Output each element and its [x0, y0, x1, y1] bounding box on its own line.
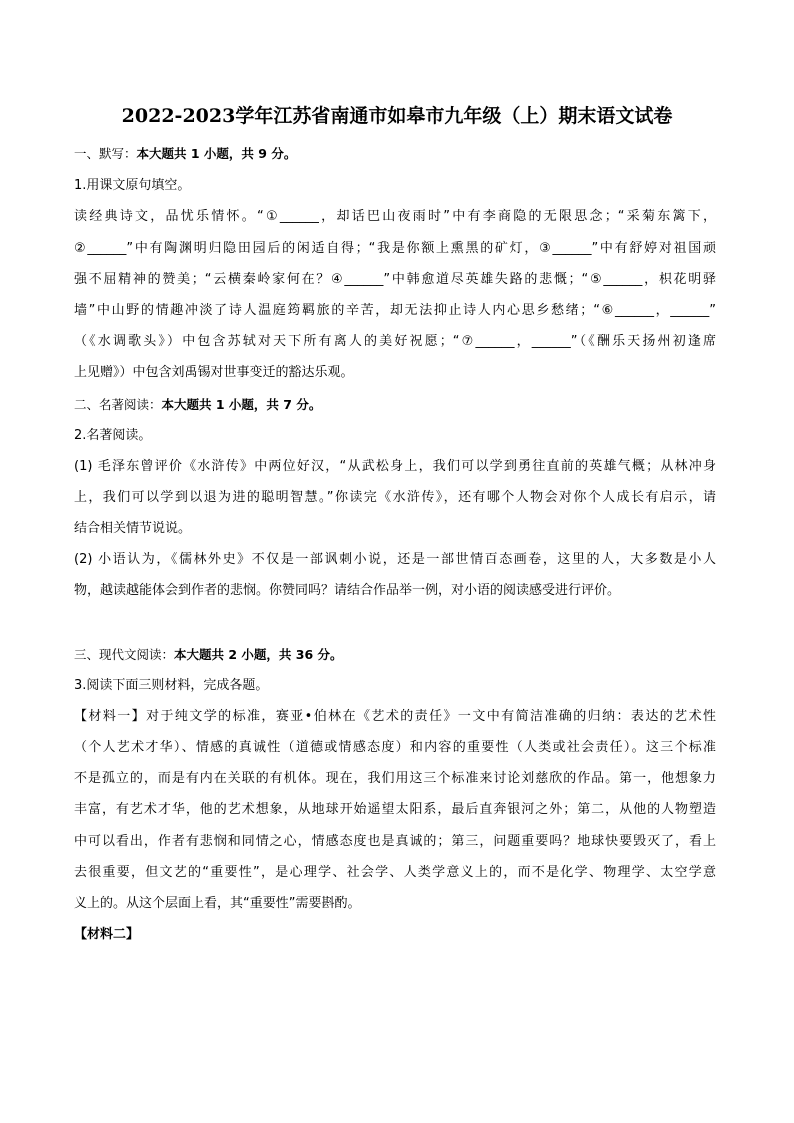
section-2-heading [74, 396, 321, 414]
section-1-heading [74, 145, 296, 163]
question-3-prompt: 3.阅读下面三则材料，完成各题。 [74, 678, 269, 693]
exam-title: 2022-2023学年江苏省南通市如皋市九年级（上）期末语文试卷 [121, 105, 673, 127]
question-1-line: ②______”中有陶渊明归隐田园后的闲适自得；“我是你额上熏黑的矿灯，③______”中有舒婷对祖国顽 [74, 241, 716, 256]
section-3-heading [74, 646, 343, 664]
question-2-line: (2) 小语认为，《儒林外史》不仅是一部讽刺小说，还是一部世情百态画卷，这里的人，大多数是小人 [74, 552, 716, 567]
material-1-line: （个人艺术才华）、情感的真诚性（道德或情感态度）和内容的重要性（人类或社会责任）。这三个标准 [74, 740, 716, 755]
question-1-line: 墙”中山野的情趣冲淡了诗人温庭筠羁旅的辛苦，却无法抑止诗人内心思乡愁绪；“⑥______，______” [74, 303, 716, 318]
material-1-line: 去很重要，但文艺的“重要性”，是心理学、社会学、人类学意义上的，而不是化学、物理学、太空学意 [74, 865, 716, 880]
question-1-line: 强不屈精神的赞美；“云横秦岭家何在？④______”中韩愈道尽英雄失路的悲慨；“⑤______，枳花明驿 [74, 272, 716, 287]
material-1-line: 义上的。从这个层面上看，其“重要性”需要斟酌。 [74, 896, 361, 911]
question-2-line: (1) 毛泽东曾评价《水浒传》中两位好汉，“从武松身上，我们可以学到勇往直前的英雄气概；从林冲身 [74, 459, 716, 474]
section-2-info: 本大题共 1 小题，共 7 分。 [161, 397, 322, 412]
section-3-info: 本大题共 2 小题，共 36 分。 [174, 647, 343, 662]
question-2-line: 上，我们可以学到以退为进的聪明智慧。”你读完《水浒传》，还有哪个人物会对你个人成长有启示，请 [74, 490, 716, 505]
question-2-line: 结合相关情节说说。 [74, 521, 192, 536]
question-1-line: 读经典诗文，品忧乐情怀。“①______，却话巴山夜雨时”中有李商隐的无限思念；“采菊东篱下， [74, 209, 716, 224]
question-1-prompt: 1.用课文原句填空。 [74, 178, 191, 193]
section-3-prefix: 三、现代文阅读： [74, 647, 175, 662]
material-1-line: 【材料一】对于纯文学的标准，赛亚•伯林在《艺术的责任》一文中有简洁准确的归纳：表达的艺术性 [74, 709, 716, 724]
material-2-label: 【材料二】 [74, 927, 140, 942]
question-2-line: 物，越读越能体会到作者的悲悯。你赞同吗？请结合作品举一例，对小语的阅读感受进行评价。 [74, 583, 621, 598]
material-1-line: 中可以看出，作者有悲悯和同情之心，情感态度也是真诚的；第三，问题重要吗？地球快要毁灭了，看上 [74, 834, 716, 849]
question-1-line: （《水调歌头》）中包含苏轼对天下所有离人的美好祝愿；“⑦______，______”（《酬乐天扬州初逢席 [74, 334, 716, 349]
question-2-prompt: 2.名著阅读。 [74, 428, 152, 443]
section-1-info: 本大题共 1 小题，共 9 分。 [136, 146, 297, 161]
section-1-prefix: 一、默写： [74, 146, 137, 161]
material-1-line: 不是孤立的，而是有内在关联的有机体。现在，我们用这三个标准来讨论刘慈欣的作品。第一，他想象力 [74, 771, 716, 786]
question-1-line: 上见赠》）中包含刘禹锡对世事变迁的豁达乐观。 [74, 365, 354, 380]
material-1-line: 丰富，有艺术才华，他的艺术想象，从地球开始遥望太阳系，最后直奔银河之外；第二，从他的人物塑造 [74, 802, 716, 817]
section-2-prefix: 二、名著阅读： [74, 397, 162, 412]
